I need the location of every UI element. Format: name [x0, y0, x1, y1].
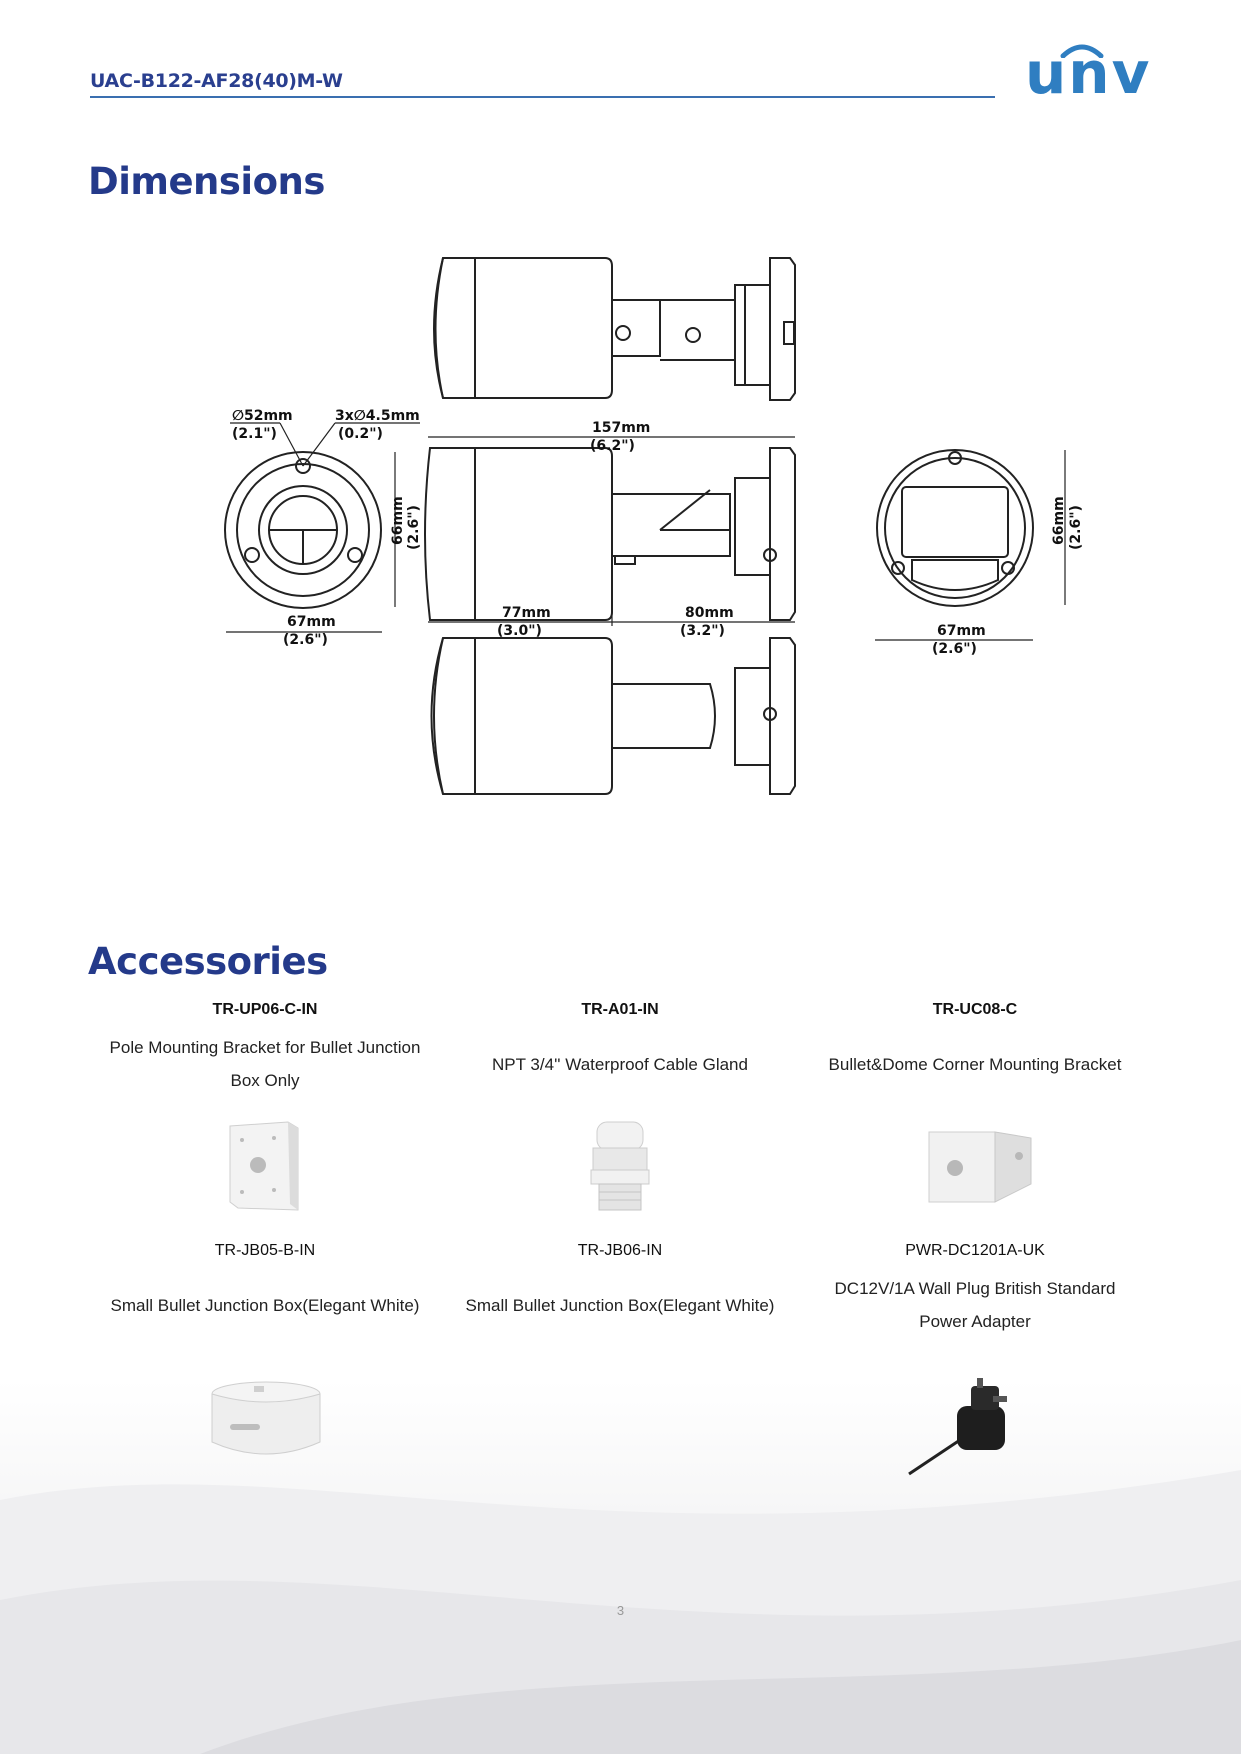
front-width-in: (2.6")	[932, 641, 977, 657]
background-wave	[0, 1380, 1241, 1754]
accessory-code: TR-A01-IN	[581, 1001, 659, 1018]
accessory-item	[95, 1242, 435, 1322]
bottom-view-drawing	[432, 638, 796, 794]
accessory-code: TR-UC08-C	[932, 1001, 1018, 1018]
accessory-description: Small Bullet Junction Box(Elegant White)	[110, 1296, 420, 1315]
base-view-drawing	[225, 452, 381, 608]
accessory-description: Small Bullet Junction Box(Elegant White)	[465, 1296, 775, 1315]
bracket-length-mm: 80mm	[685, 605, 734, 621]
base-height-in: (2.6")	[406, 505, 422, 550]
front-height-in: (2.6")	[1068, 505, 1084, 550]
accessory-item	[805, 1001, 1145, 1081]
accessories-title: Accessories	[88, 940, 328, 983]
bracket-length-in: (3.2")	[680, 623, 725, 639]
pole-bracket-icon	[228, 1120, 300, 1212]
base-height-mm: 66mm	[390, 496, 406, 545]
accessory-code: PWR-DC1201A-UK	[905, 1242, 1045, 1259]
total-length-mm: 157mm	[592, 420, 651, 436]
brand-logo: unv	[1025, 39, 1152, 107]
base-width-mm: 67mm	[287, 614, 336, 630]
accessory-description: Pole Mounting Bracket for Bullet Junction Box Only	[109, 1038, 421, 1090]
lens-diameter-in: (2.1")	[232, 426, 277, 442]
accessory-code: TR-JB05-B-IN	[214, 1242, 316, 1259]
accessory-item	[450, 1242, 790, 1322]
body-length-mm: 77mm	[502, 605, 551, 621]
front-view-drawing	[877, 450, 1033, 606]
dimensions-title: Dimensions	[88, 160, 325, 203]
accessory-item	[805, 1242, 1145, 1338]
front-height-mm: 66mm	[1051, 496, 1067, 545]
corner-bracket-icon	[925, 1128, 1035, 1206]
lens-diameter-mm: ∅52mm	[232, 408, 293, 424]
page-number: 3	[616, 1603, 625, 1618]
accessory-code: TR-JB06-IN	[577, 1242, 663, 1259]
screw-size-mm: 3x∅4.5mm	[335, 408, 420, 424]
accessory-item	[95, 1001, 435, 1097]
screw-size-in: (0.2")	[338, 426, 383, 442]
header-rule	[90, 96, 995, 98]
base-width-in: (2.6")	[283, 632, 328, 648]
junction-box-icon	[208, 1380, 324, 1460]
accessory-description: DC12V/1A Wall Plug British Standard Power Adapter	[834, 1279, 1116, 1331]
side-view-drawing	[425, 448, 795, 620]
accessory-description: Bullet&Dome Corner Mounting Bracket	[828, 1055, 1122, 1074]
power-adapter-icon	[905, 1376, 1029, 1478]
accessory-item	[450, 1001, 790, 1081]
model-number: UAC-B122-AF28(40)M-W	[90, 70, 343, 92]
total-length-in: (6.2")	[590, 438, 635, 454]
front-width-mm: 67mm	[937, 623, 986, 639]
body-length-in: (3.0")	[497, 623, 542, 639]
dimension-drawings	[0, 230, 1241, 810]
cable-gland-icon	[587, 1118, 653, 1214]
top-view-drawing	[434, 258, 795, 400]
accessory-code: TR-UP06-C-IN	[212, 1001, 318, 1018]
accessory-description: NPT 3/4'' Waterproof Cable Gland	[492, 1055, 748, 1074]
